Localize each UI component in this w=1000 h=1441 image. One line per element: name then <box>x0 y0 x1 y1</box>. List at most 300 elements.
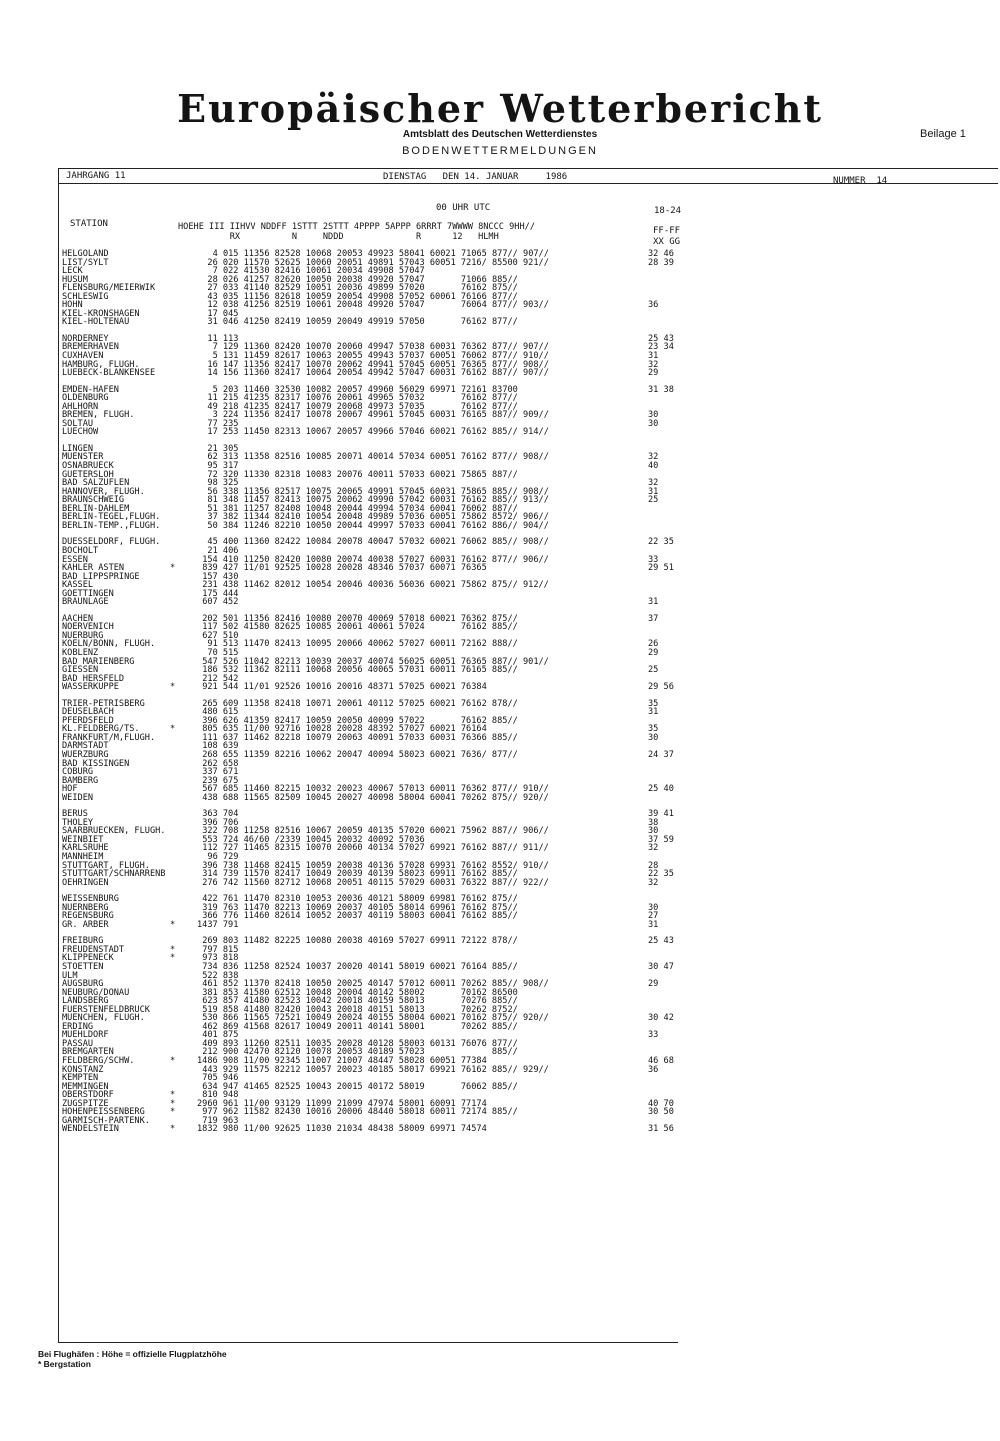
gust-value: 30 <box>648 826 659 837</box>
station-name: TRIER-PETRISBERG <box>62 698 145 709</box>
table-row <box>62 640 742 649</box>
station-observation: 239 675 <box>202 775 239 786</box>
gust-value: 31 <box>648 486 659 497</box>
gust-value: 25 <box>648 665 659 676</box>
mountain-station-marker: * <box>170 682 176 693</box>
station-name: ZUGSPITZE <box>62 1098 109 1109</box>
station-observation: 519 858 41480 82420 10043 20018 40151 58013 70262 8752/ <box>202 1004 518 1015</box>
bottom-rule <box>58 1342 678 1343</box>
station-observation: 443 929 11575 82212 10057 20023 40185 58017 69921 76162 885// 929// <box>202 1064 549 1075</box>
station-name: STOETTEN <box>62 962 104 973</box>
table-row <box>62 760 742 769</box>
footnote-mountain: * Bergstation <box>38 1359 91 1369</box>
gust-value: 32 <box>648 843 659 854</box>
table-row <box>62 301 742 310</box>
station-observation: 314 739 11570 82417 10049 20039 40139 58023 69911 76162 885// <box>202 869 518 880</box>
gust-value: 25 <box>648 495 659 506</box>
station-observation: 2960 961 11/00 93129 11099 21099 47974 58001 60091 77174 <box>197 1098 487 1109</box>
table-row <box>62 666 742 675</box>
station-name: WUERZBURG <box>62 749 109 760</box>
station-name: REGENSBURG <box>62 911 114 922</box>
gust-value: 30 42 <box>648 1013 674 1024</box>
station-observation: 26 020 11570 52625 10060 20051 49891 57043 60051 7216/ 85500 921// <box>207 257 549 268</box>
station-observation: 11 113 <box>207 333 239 344</box>
station-observation: 111 637 11462 82218 10079 20063 40091 57033 60031 76366 885// <box>202 732 518 743</box>
station-name: HANNOVER, FLUGH. <box>62 486 145 497</box>
station-observation: 363 704 <box>202 809 239 820</box>
gust-value: 32 <box>648 877 659 888</box>
station-observation: 634 947 41465 82525 10043 20015 40172 58019 76062 885// <box>202 1081 518 1092</box>
station-name: BRAUNSCHWEIG <box>62 495 125 506</box>
column-header-line1: HOEHE III IIHVV NDDFF 1STTT 2STTT 4PPPP 5APPP 6RRRT 7WWWW 8NCCC 9HH// <box>178 222 535 232</box>
section-title: BODENWETTERMELDUNGEN <box>402 145 598 157</box>
station-name: MUENCHEN, FLUGH. <box>62 1013 145 1024</box>
mountain-station-marker: * <box>170 1107 176 1118</box>
station-observation: 49 218 41235 82417 10079 20068 49973 57035 76162 877// <box>207 401 518 412</box>
station-column-header: STATION <box>70 219 108 229</box>
gust-value: 32 <box>648 478 659 489</box>
station-name: KASSEL <box>62 580 94 591</box>
station-name: KAHLER ASTEN <box>62 563 125 574</box>
station-name: BOCHOLT <box>62 545 99 556</box>
gust-value: 40 <box>648 461 659 472</box>
table-row <box>62 734 742 743</box>
station-name: WEIDEN <box>62 792 94 803</box>
gust-value: 25 43 <box>648 936 674 947</box>
gust-value: 32 <box>648 452 659 463</box>
station-observation: 973 818 <box>202 953 239 964</box>
station-name: BAD LIPPSPRINGE <box>62 571 140 582</box>
station-name: HAMBURG, FLUGH. <box>62 359 140 370</box>
mountain-station-marker: * <box>170 1056 176 1067</box>
station-name: THOLEY <box>62 817 94 828</box>
table-row <box>62 318 742 327</box>
station-observation: 62 313 11358 82516 10085 20071 40014 57034 60051 76162 877// 908// <box>207 452 549 463</box>
station-name: MUENSTER <box>62 452 104 463</box>
station-observation: 21 305 <box>207 443 239 454</box>
station-name: DUESSELDORF, FLUGH. <box>62 537 161 548</box>
gust-value: 29 <box>648 368 659 379</box>
station-name: GUETERSLOH <box>62 469 114 480</box>
station-name: LIST/SYLT <box>62 257 109 268</box>
station-name: MANNHEIM <box>62 852 104 862</box>
station-observation: 268 655 11359 82216 10062 20047 40094 58023 60021 7636/ 877// <box>202 749 518 760</box>
station-name: KONSTANZ <box>62 1064 104 1075</box>
station-observation: 7 129 11360 82420 10070 20060 49947 57038 60031 76362 877// 907// <box>212 342 549 353</box>
table-row <box>62 471 742 480</box>
station-name: FRANKFURT/M,FLUGH. <box>62 732 156 743</box>
gust-value: 32 46 <box>648 249 674 259</box>
gust-value: 30 <box>648 418 659 429</box>
gust-value: 22 35 <box>648 869 674 880</box>
station-name: MEMMINGEN <box>62 1081 109 1092</box>
station-observation: 319 763 11470 82213 10069 20037 40105 58014 69961 76162 875// <box>202 902 518 913</box>
station-observation: 719 963 <box>202 1115 239 1126</box>
gust-value: 29 <box>648 647 659 658</box>
table-row <box>62 538 742 547</box>
gust-value: 27 <box>648 911 659 922</box>
gust-value: 31 <box>648 351 659 362</box>
station-observation: 805 635 11/00 92716 10028 20028 48392 57027 60021 76164 <box>202 724 487 735</box>
station-name: OBERSTDORF <box>62 1090 114 1101</box>
station-observation: 438 688 11565 82509 10045 20027 40098 58004 60041 70262 875// 920// <box>202 792 549 803</box>
station-observation: 921 544 11/01 92526 10016 20016 48371 57025 60021 76384 <box>202 682 487 693</box>
station-observation: 50 384 11246 82210 10050 20044 49997 57033 60041 76162 886// 904// <box>207 520 549 531</box>
gust-value: 30 <box>648 732 659 743</box>
station-observation: 797 815 <box>202 944 239 955</box>
gust-value: 23 34 <box>648 342 674 353</box>
subtitle: Amtsblatt des Deutschen Wetterdienstes <box>402 129 598 140</box>
station-name: OLDENBURG <box>62 393 109 404</box>
station-name: KIEL-KRONSHAGEN <box>62 308 140 319</box>
station-observation: 462 869 41568 82617 10049 20011 40141 58001 70262 885// <box>202 1021 518 1032</box>
station-observation: 21 406 <box>207 545 239 556</box>
station-observation: 7 022 41530 82416 10061 20034 49908 57047 <box>212 266 425 277</box>
station-observation: 396 706 <box>202 817 239 828</box>
station-name: HELGOLAND <box>62 249 109 259</box>
station-observation: 27 033 41140 82529 10051 20036 49899 57020 76162 875// <box>207 283 518 294</box>
table-row <box>62 946 742 955</box>
station-name: GARMISCH-PARTENK. <box>62 1115 150 1126</box>
station-name: HOHN <box>62 300 83 311</box>
station-name: FUERSTENFELDBRUCK <box>62 1004 150 1015</box>
station-observation: 422 761 11470 82310 10053 20036 40121 58009 69981 76162 875// <box>202 894 518 905</box>
station-name: KOELN/BONN, FLUGH. <box>62 639 156 650</box>
table-row <box>62 751 742 760</box>
station-name: HUSUM <box>62 274 88 285</box>
gust-value: 25 43 <box>648 333 674 344</box>
station-observation: 45 400 11360 82422 10084 20078 40047 57032 60021 76062 885// 908// <box>207 537 549 548</box>
station-observation: 17 253 11450 82313 10067 20057 49966 57046 60021 76162 885// 914// <box>207 427 549 438</box>
station-observation: 70 515 <box>207 647 239 658</box>
station-name: KIEL-HOLTENAU <box>62 317 130 328</box>
station-name: LUEBECK-BLANKENSEE <box>62 368 156 379</box>
station-observation: 553 724 46/60 /2339 10045 20032 40092 57036 <box>202 834 425 845</box>
station-name: GR. ARBER <box>62 919 109 930</box>
station-observation: 401 875 <box>202 1030 239 1041</box>
station-name: FREIBURG <box>62 936 104 947</box>
station-observation: 5 203 11460 32530 10082 20057 49960 56029 69971 72161 83700 <box>212 384 518 395</box>
station-name: PASSAU <box>62 1038 94 1049</box>
mountain-station-marker: * <box>170 919 176 930</box>
station-name: BAD KISSINGEN <box>62 758 130 769</box>
table-row <box>62 879 742 888</box>
table-row <box>62 810 742 819</box>
station-observation: 112 727 11465 82315 10070 20060 40134 57027 69921 76162 887// 911// <box>202 843 549 854</box>
station-name: FLENSBURG/MEIERWIK <box>62 283 156 294</box>
station-observation: 96 729 <box>207 852 239 862</box>
station-observation: 91 513 11470 82413 10095 20066 40062 57027 60011 72162 888// <box>207 639 518 650</box>
station-name: AACHEN <box>62 613 94 624</box>
footnote-airport: Bei Flughäfen : Höhe = offizielle Flugplatzhöhe <box>38 1349 227 1359</box>
station-observation: 1832 980 11/00 92625 11030 21034 48438 58009 69971 74574 <box>197 1124 487 1135</box>
station-observation: 186 532 11362 82111 10068 20056 40065 57031 60011 76165 885// <box>202 665 518 676</box>
station-name: KEMPTEN <box>62 1073 99 1084</box>
station-observation: 269 803 11482 82225 10080 20038 40169 57027 69911 72122 878// <box>202 936 518 947</box>
gust-value: 46 68 <box>648 1056 674 1067</box>
station-name: COBURG <box>62 767 94 778</box>
station-name: OSNABRUECK <box>62 461 114 472</box>
table-row <box>62 844 742 853</box>
station-observation: 977 962 11582 82430 10016 20006 48440 58018 60011 72174 885// <box>202 1107 518 1118</box>
table-row <box>62 1125 742 1134</box>
station-observation: 547 526 11042 82213 10039 20037 40074 56025 60051 76365 887// 901// <box>202 656 549 667</box>
gust-value: 33 <box>648 554 659 565</box>
gust-value: 36 <box>648 1064 659 1075</box>
station-observation: 175 444 <box>202 588 239 599</box>
table-row <box>62 564 742 573</box>
station-observation: 522 838 <box>202 970 239 981</box>
station-observation: 265 609 11358 82418 10071 20061 40112 57025 60021 76162 878// <box>202 698 518 709</box>
station-observation: 1437 791 <box>197 919 239 930</box>
station-name: BERLIN-TEGEL,FLUGH. <box>62 512 161 523</box>
station-observation: 530 866 11565 72521 10049 20024 40155 58004 60021 70162 875// 920// <box>202 1013 549 1024</box>
station-observation: 37 382 11344 82410 10054 20048 49989 57036 60051 75862 8572/ 906// <box>207 512 549 523</box>
station-name: BREMGARTEN <box>62 1047 114 1058</box>
beilage-label: Beilage 1 <box>920 128 966 140</box>
station-name: HOF <box>62 784 78 795</box>
gust-value: 29 56 <box>648 682 674 693</box>
table-row <box>62 369 742 378</box>
station-observation: 262 658 <box>202 758 239 769</box>
gust-value: 40 70 <box>648 1098 674 1109</box>
gust-value: 33 <box>648 1030 659 1041</box>
station-name: PFERDSFELD <box>62 715 114 726</box>
station-name: SAARBRUECKEN, FLUGH. <box>62 826 166 837</box>
mountain-station-marker: * <box>170 1124 176 1135</box>
station-observation: 157 430 <box>202 571 239 582</box>
table-row <box>62 1108 742 1117</box>
station-observation: 16 147 11356 82417 10070 20062 49941 57045 60051 76365 877// 908// <box>207 359 549 370</box>
station-name: STUTTGART/SCHNARRENB <box>62 869 166 880</box>
table-row <box>62 1066 742 1075</box>
table-row <box>62 428 742 437</box>
gust-value: 30 <box>648 410 659 421</box>
title: Europäischer Wetterbericht <box>177 86 823 131</box>
station-name: LANDSBERG <box>62 996 109 1007</box>
station-observation: 337 671 <box>202 767 239 778</box>
gust-value: 28 39 <box>648 257 674 268</box>
station-name: ERDING <box>62 1021 94 1032</box>
station-name: BRAUNLAGE <box>62 597 109 608</box>
station-name: BERLIN-DAHLEM <box>62 503 130 514</box>
table-row <box>62 794 742 803</box>
gust-value: 32 <box>648 359 659 370</box>
gust-value: 39 41 <box>648 809 674 820</box>
station-name: ESSEN <box>62 554 88 565</box>
station-name: NORDERNEY <box>62 333 109 344</box>
gust-value: 31 <box>648 597 659 608</box>
table-row <box>62 1023 742 1032</box>
gust-value: 24 37 <box>648 749 674 760</box>
station-name: STUTTGART, FLUGH. <box>62 860 150 871</box>
station-observation: 28 026 41257 82620 10050 20038 49920 57047 71066 885// <box>207 274 518 285</box>
group-gap <box>62 437 742 445</box>
utc-label: 00 UHR UTC <box>436 203 491 213</box>
station-name: FREUDENSTADT <box>62 944 125 955</box>
station-observation: 202 501 11356 82416 10080 20070 40069 57018 60021 76362 875// <box>202 613 518 624</box>
group-gap <box>62 802 742 810</box>
gust-value: 31 38 <box>648 384 674 395</box>
gust-value: 36 <box>648 300 659 311</box>
gust-value: 38 <box>648 817 659 828</box>
gust-value: 30 47 <box>648 962 674 973</box>
table-row <box>62 937 742 946</box>
station-name: KL.FELDBERG/TS. <box>62 724 140 735</box>
gust-value: 37 59 <box>648 834 674 845</box>
mountain-station-marker: * <box>170 944 176 955</box>
station-observation: 212 900 42470 82120 10078 20053 40189 57023 885// <box>202 1047 518 1058</box>
station-observation: 17 045 <box>207 308 239 319</box>
mountain-station-marker: * <box>170 563 176 574</box>
table-row <box>62 598 742 607</box>
station-name: MUEHLDORF <box>62 1030 109 1041</box>
station-name: NEUBURG/DONAU <box>62 987 130 998</box>
gust-value: 22 35 <box>648 537 674 548</box>
station-observation: 51 381 11257 82408 10048 20044 49994 57034 60041 76062 887// <box>207 503 518 514</box>
gust-value: 37 <box>648 613 659 624</box>
station-observation: 14 156 11360 82417 10064 20054 49942 57047 60031 76162 887// 907// <box>207 368 549 379</box>
station-observation: 3 224 11356 82417 10078 20067 49961 57045 60031 76165 887// 909// <box>212 410 549 421</box>
station-name: WEINBIET <box>62 834 104 845</box>
station-name: NOERVENICH <box>62 622 114 633</box>
window-label: 18-24 <box>654 206 682 216</box>
station-observation: 1486 908 11/00 92345 11007 21007 48447 58028 60051 77384 <box>197 1056 487 1067</box>
station-observation: 108 639 <box>202 741 239 752</box>
station-observation: 381 853 41580 62512 10048 20004 40142 58002 70162 86500 <box>202 987 518 998</box>
station-observation: 43 035 11156 82618 10059 20054 49908 57052 60061 76166 877// <box>207 291 518 302</box>
table-row <box>62 411 742 420</box>
station-name: GIESSEN <box>62 665 99 676</box>
station-name: BERLIN-TEMP.,FLUGH. <box>62 520 161 531</box>
station-name: CUXHAVEN <box>62 351 104 362</box>
station-name: NUERNBERG <box>62 902 109 913</box>
station-observation: 322 708 11258 82516 10067 20059 40135 57020 60021 75962 887// 906// <box>202 826 549 837</box>
station-observation: 567 685 11460 82215 10032 20023 40067 57013 60011 76362 877// 910// <box>202 784 549 795</box>
station-name: SCHLESWIG <box>62 291 109 302</box>
gust-value: 30 <box>648 902 659 913</box>
mountain-station-marker: * <box>170 1090 176 1101</box>
station-observation: 5 131 11459 82617 10063 20055 49943 57037 60051 76062 877// 910// <box>212 351 549 362</box>
station-observation: 810 948 <box>202 1090 239 1101</box>
station-name: WEISSENBURG <box>62 894 119 905</box>
station-observation: 231 438 11462 82012 10054 20046 40036 56036 60021 75862 875// 912// <box>202 580 549 591</box>
station-name: DARMSTADT <box>62 741 109 752</box>
station-name: WENDELSTEIN <box>62 1124 119 1135</box>
station-name: NUERBURG <box>62 630 104 641</box>
station-table <box>62 250 742 1134</box>
station-observation: 4 015 11356 82528 10068 20053 49923 58041 60021 71065 877// 907// <box>212 249 549 259</box>
group-gap <box>62 327 742 335</box>
station-name: ULM <box>62 970 78 981</box>
ff-column-header: FF-FF <box>653 226 681 236</box>
station-name: HOHENPEISSENBERG <box>62 1107 145 1118</box>
column-header-line2: RX N NDDD R 12 HLMH <box>178 232 499 242</box>
table-row <box>62 581 742 590</box>
station-observation: 212 542 <box>202 673 239 684</box>
station-observation: 56 338 11356 82517 10075 20065 49991 57045 60031 75865 885// 908// <box>207 486 549 497</box>
station-observation: 480 615 <box>202 707 239 718</box>
table-row <box>62 921 742 930</box>
station-name: KARLSRUHE <box>62 843 109 854</box>
top-rule <box>58 168 998 169</box>
nummer-label: NUMMER 14 <box>833 176 888 186</box>
station-observation: 95 317 <box>207 461 239 472</box>
table-row <box>62 522 742 531</box>
mountain-station-marker: * <box>170 953 176 964</box>
gust-value: 31 <box>648 707 659 718</box>
station-observation: 366 776 11460 82614 10052 20037 40119 58003 60041 76162 885// <box>202 911 518 922</box>
station-name: AUGSBURG <box>62 979 104 990</box>
station-observation: 623 857 41480 82523 10042 20018 40159 58013 70276 885// <box>202 996 518 1007</box>
station-observation: 154 410 11250 82420 10080 20074 40038 57027 60031 76162 877// 906// <box>202 554 549 565</box>
gust-value: 26 <box>648 639 659 650</box>
station-observation: 396 738 11468 82415 10059 20038 40136 57028 69931 76162 8552/ 910// <box>202 860 549 871</box>
table-row <box>62 453 742 462</box>
station-observation: 461 852 11370 82418 10050 20025 40147 57012 60011 70262 885// 908// <box>202 979 549 990</box>
station-name: BAMBERG <box>62 775 99 786</box>
table-row <box>62 963 742 972</box>
gust-value: 30 50 <box>648 1107 674 1118</box>
station-name: EMDEN-HAFEN <box>62 384 119 395</box>
table-row <box>62 700 742 709</box>
gust-value: 31 56 <box>648 1124 674 1135</box>
xx-column-header: XX GG <box>653 237 681 247</box>
station-name: LECK <box>62 266 83 277</box>
station-observation: 705 946 <box>202 1073 239 1084</box>
table-row <box>62 912 742 921</box>
date-label: DIENSTAG DEN 14. JANUAR 1986 <box>383 172 568 182</box>
station-observation: 77 235 <box>207 418 239 429</box>
station-observation: 11 215 41235 82317 10076 20061 49965 57032 76162 877// <box>207 393 518 404</box>
station-name: DEUSELBACH <box>62 707 114 718</box>
station-observation: 12 038 41256 82519 10061 20048 49920 57047 76064 877// 903// <box>207 300 549 311</box>
station-observation: 839 427 11/01 92525 10028 20028 48346 57037 60071 76365 <box>202 563 487 574</box>
station-name: AHLHORN <box>62 401 99 412</box>
station-observation: 396 626 41359 82417 10059 20050 40099 57022 76162 885// <box>202 715 518 726</box>
station-observation: 276 742 11560 82712 10068 20051 40115 57029 60031 76322 887// 922// <box>202 877 549 888</box>
gust-value: 35 <box>648 698 659 709</box>
station-observation: 607 452 <box>202 597 239 608</box>
station-observation: 117 502 41580 82625 10085 20061 40061 57024 76162 885// <box>202 622 518 633</box>
station-observation: 31 046 41250 82419 10059 20049 49919 57050 76162 877// <box>207 317 518 328</box>
station-observation: 98 325 <box>207 478 239 489</box>
station-name: OEHRINGEN <box>62 877 109 888</box>
table-row <box>62 768 742 777</box>
station-observation: 72 320 11330 82318 10083 20076 40011 57033 60021 75865 887// <box>207 469 518 480</box>
gust-value: 29 <box>648 979 659 990</box>
station-name: BREMEN, FLUGH. <box>62 410 135 421</box>
table-row <box>62 590 742 599</box>
gust-value: 31 <box>648 919 659 930</box>
station-observation: 627 510 <box>202 630 239 641</box>
station-name: BAD HERSFELD <box>62 673 125 684</box>
table-row <box>62 623 742 632</box>
station-name: LINGEN <box>62 443 94 454</box>
table-row <box>62 683 742 692</box>
station-name: KOBLENZ <box>62 647 99 658</box>
station-name: SOLTAU <box>62 418 94 429</box>
station-name: BERUS <box>62 809 88 820</box>
left-border <box>58 168 59 1343</box>
station-observation: 81 348 11457 82413 10075 20062 49990 57042 60031 76162 885// 913// <box>207 495 549 506</box>
gust-value: 35 <box>648 724 659 735</box>
station-name: BAD SALZUFLEN <box>62 478 130 489</box>
station-name: WASSERKUPPE <box>62 682 119 693</box>
mountain-station-marker: * <box>170 724 176 735</box>
station-observation: 409 893 11260 82511 10035 20028 40128 58003 60131 76076 877// <box>202 1038 518 1049</box>
gust-value: 25 40 <box>648 784 674 795</box>
